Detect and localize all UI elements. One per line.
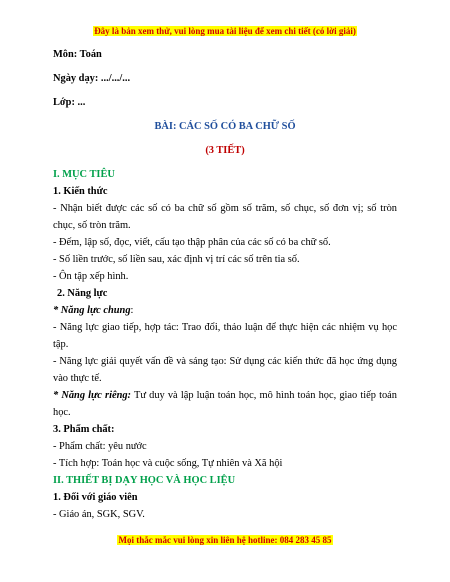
knowledge-item: - Nhận biết được các số có ba chữ số gồm số trăm, số chục, số đơn vị; số tròn chục, số tròn trăm. <box>53 203 397 231</box>
quality-item: - Tích hợp: Toán học và cuộc sống, Tự nhiên và Xã hội <box>53 458 283 469</box>
document-body <box>53 46 397 523</box>
knowledge-item: - Đếm, lập số, đọc, viết, cấu tạo thập phân của các số có ba chữ số. <box>53 237 331 248</box>
lesson-periods: (3 TIẾT) <box>205 145 245 156</box>
specific-ability-label: * Năng lực riêng: <box>53 390 132 401</box>
lesson-title: BÀI: CÁC SỐ CÓ BA CHỮ SỐ <box>154 121 296 132</box>
general-ability-item: - Năng lực giải quyết vấn đề và sáng tạo: Sử dụng các kiến thức đã học ứng dụng vào thực tế. <box>53 356 397 384</box>
knowledge-item: - Số liền trước, số liền sau, xác định vị trí các số trên tia số. <box>53 254 300 265</box>
teacher-heading: 1. Đối với giáo viên <box>53 492 138 503</box>
hotline-text: Mọi thắc mắc vui lòng xin liên hệ hotline: 084 283 45 85 <box>118 535 332 545</box>
section-objectives-heading: I. MỤC TIÊU <box>53 169 115 180</box>
teacher-item: - Giáo án, SGK, SGV. <box>53 509 145 520</box>
hotline-banner <box>0 535 450 545</box>
general-ability-label: * Năng lực chung <box>53 305 131 316</box>
ability-heading: 2. Năng lực <box>57 288 108 299</box>
section-equipment-heading: II. THIẾT BỊ DẠY HỌC VÀ HỌC LIỆU <box>53 475 236 486</box>
general-ability-colon: : <box>130 305 134 316</box>
quality-heading: 3. Phẩm chất: <box>53 424 115 435</box>
class-line: Lớp: ... <box>53 97 86 108</box>
date-line: Ngày dạy: .../.../... <box>53 73 131 84</box>
knowledge-heading: 1. Kiến thức <box>53 186 108 197</box>
subject-line: Môn: Toán <box>53 49 102 60</box>
general-ability-line <box>53 302 397 319</box>
knowledge-item: - Ôn tập xếp hình. <box>53 271 129 282</box>
preview-notice-text: Đây là bản xem thử, vui lòng mua tài liệu để xem chi tiết (có lời giải) <box>94 26 356 36</box>
preview-notice-banner <box>0 26 450 36</box>
general-ability-item: - Năng lực giao tiếp, hợp tác: Trao đổi, thảo luận để thực hiện các nhiệm vụ học tập. <box>53 322 397 350</box>
specific-ability-paragraph <box>53 387 397 421</box>
specific-ability-text: Tư duy và lập luận toán học, mô hình toán học, giao tiếp toán học. <box>53 390 397 418</box>
quality-item: - Phẩm chất: yêu nước <box>53 441 147 452</box>
